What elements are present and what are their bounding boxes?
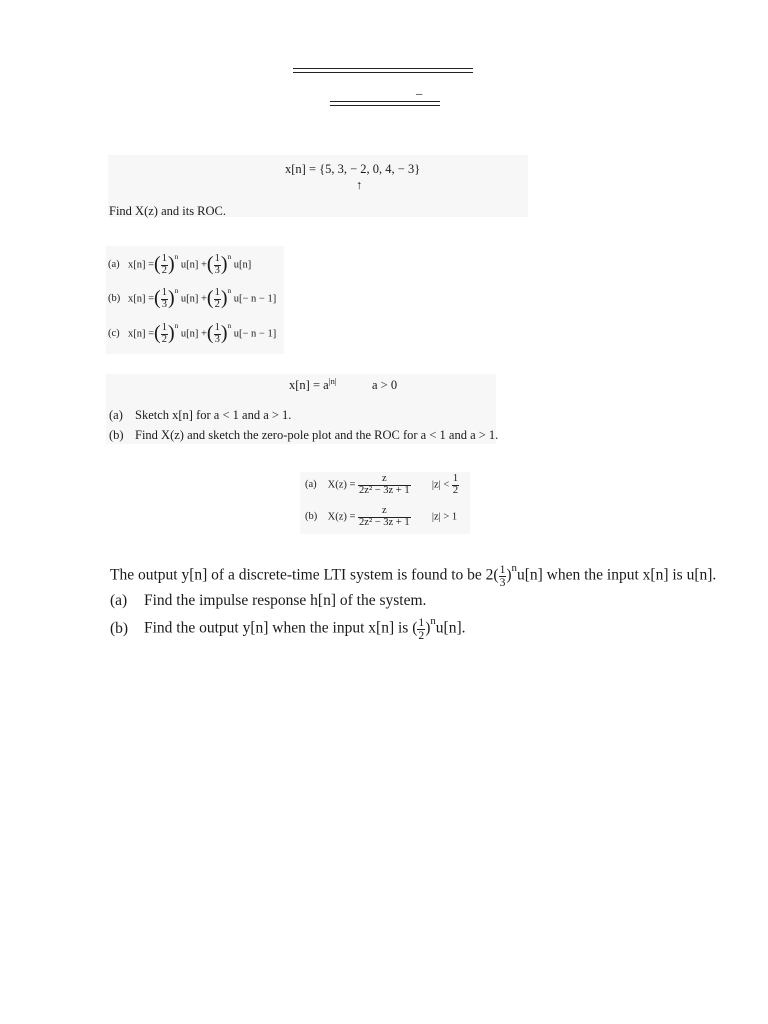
problem2-item-a-denominator-1: 2	[161, 264, 167, 276]
problem2-item-b-numerator-2: 1	[214, 287, 220, 298]
right-paren-icon: )	[220, 322, 228, 345]
problem5-item-b-denominator: 2	[418, 628, 425, 642]
problem2-item-a-fraction-1	[161, 254, 168, 276]
problem2-item-c-step-1: u[n] +	[180, 328, 207, 340]
right-paren-icon: )	[167, 253, 175, 276]
problem2-item-a-fraction-2	[214, 254, 221, 276]
problem2-item-b-fraction-2	[214, 288, 221, 310]
problem3-equation	[289, 378, 337, 393]
right-paren-icon: )	[220, 287, 228, 310]
problem2-item-a-step-1: u[n] +	[180, 259, 207, 271]
problem2-item-b-numerator-1: 1	[161, 287, 167, 298]
problem2-item-a-numerator-2: 1	[214, 253, 220, 264]
left-paren-icon: (	[154, 253, 161, 276]
problem4-item-a-denominator: 2z² − 3z + 1	[359, 484, 410, 496]
problem4-item-b	[305, 506, 457, 528]
problem2-item-a-lhs: x[n] =	[128, 259, 155, 271]
left-paren-icon: (	[154, 322, 161, 345]
problem2-item-c-denominator-1: 2	[161, 333, 167, 345]
left-paren-icon: (	[206, 253, 214, 276]
problem5-item-b-numerator: 1	[418, 616, 425, 629]
problem1-instruction: Find X(z) and its ROC.	[109, 204, 227, 218]
problem3-item-a	[109, 408, 291, 423]
problem4-item-a-numerator: z	[381, 473, 387, 484]
problem4-item-b-lhs: X(z) =	[327, 511, 356, 523]
problem4-item-a-label: (a)	[305, 479, 317, 491]
problem5-item-b-exponent: n	[430, 615, 436, 627]
problem4-item-b-label: (b)	[305, 511, 318, 523]
problem5-item-b	[110, 617, 465, 641]
problem4-item-b-denominator: 2z² − 3z + 1	[359, 516, 410, 528]
problem5-item-a	[110, 592, 426, 610]
problem2-item-a-exponent-1: n	[174, 252, 179, 261]
problem4-item-a-roc-denominator: 2	[452, 484, 459, 496]
problem5-item-a-label: (a)	[110, 592, 128, 609]
origin-arrow-icon: ↑	[356, 178, 363, 192]
left-paren-icon: (	[206, 287, 214, 310]
problem2-item-b	[108, 288, 276, 310]
problem2-item-c-step-2: u[− n − 1]	[233, 328, 277, 340]
problem5-intro	[110, 564, 716, 588]
problem4-item-a-roc: |z| <	[431, 479, 450, 491]
problem2-item-b-denominator-1: 3	[161, 298, 167, 310]
right-paren-icon: )	[167, 322, 175, 345]
problem4-item-a-roc-fraction	[452, 474, 459, 496]
problem3-item-a-label: (a)	[109, 408, 123, 422]
problem4-item-b-roc: |z| > 1	[431, 511, 458, 523]
problem5-intro-text-a: The output y[n] of a discrete-time LTI system is found to be 2(	[110, 566, 499, 584]
header-rule-bottom-2	[330, 105, 440, 106]
header-rule-top-1	[293, 68, 473, 69]
problem2-item-b-fraction-1	[161, 288, 168, 310]
problem2-item-a-step-2: u[n]	[233, 259, 252, 271]
problem3-item-b-label: (b)	[109, 428, 124, 442]
left-paren-icon: (	[206, 322, 214, 345]
problem3-equation-exponent: |n|	[328, 376, 337, 386]
problem4-item-a-fraction	[358, 474, 411, 496]
problem5-intro-text-c: u[n] when the input x[n] is u[n].	[516, 566, 717, 584]
problem5-item-b-close: )	[425, 619, 431, 637]
problem3-equation-base: x[n] = a	[289, 378, 329, 392]
problem5-intro-exponent: n	[511, 562, 517, 574]
problem2-item-b-label: (b)	[108, 293, 121, 305]
problem2-item-b-exponent-1: n	[174, 286, 179, 295]
problem2-item-b-step-2: u[− n − 1]	[233, 293, 277, 305]
problem2-item-c-numerator-2: 1	[214, 322, 220, 333]
problem2-item-b-denominator-2: 2	[214, 298, 220, 310]
problem3-item-a-text: Sketch x[n] for a < 1 and a > 1.	[135, 408, 292, 422]
problem4-item-a-roc-numerator: 1	[452, 473, 459, 484]
right-paren-icon: )	[220, 253, 228, 276]
problem3-item-b	[109, 428, 498, 443]
problem4-item-b-fraction	[358, 506, 411, 528]
problem2-item-c-label: (c)	[108, 328, 120, 340]
right-paren-icon: )	[167, 287, 175, 310]
header-rule-top-2	[293, 72, 473, 73]
problem5-item-b-label: (b)	[110, 619, 129, 637]
problem1-sequence: x[n] = {5, 3, − 2, 0, 4, − 3}	[285, 162, 421, 176]
problem5-intro-numerator: 1	[499, 563, 506, 576]
problem2-item-a-exponent-2: n	[227, 252, 232, 261]
problem2-item-a-numerator-1: 1	[161, 253, 167, 264]
problem2-item-b-lhs: x[n] =	[128, 293, 155, 305]
problem2-item-c-fraction-2	[214, 323, 221, 345]
problem4-item-b-numerator: z	[381, 505, 387, 516]
problem2-item-c-fraction-1	[161, 323, 168, 345]
problem2-item-c-lhs: x[n] =	[128, 328, 155, 340]
problem5-intro-text-b: )	[506, 566, 512, 584]
problem5-item-b-tail: u[n].	[435, 619, 466, 637]
problem2-item-c-numerator-1: 1	[161, 322, 167, 333]
problem5-item-a-text: Find the impulse response h[n] of the system.	[144, 592, 427, 609]
problem2-item-c-exponent-1: n	[174, 321, 179, 330]
problem4-item-a-lhs: X(z) =	[327, 479, 356, 491]
problem2-item-a-label: (a)	[108, 259, 120, 271]
problem5-item-b-text: Find the output y[n] when the input x[n] is (	[144, 619, 418, 637]
problem2-item-a-denominator-2: 3	[214, 264, 220, 276]
problem3-condition: a > 0	[372, 378, 398, 392]
header-rule-bottom-1	[330, 101, 440, 102]
problem2-item-c	[108, 323, 276, 345]
problem2-item-b-step-1: u[n] +	[180, 293, 207, 305]
problem2-item-a	[108, 254, 251, 276]
problem2-item-b-exponent-2: n	[227, 286, 232, 295]
header-underscore: _	[416, 82, 423, 96]
problem2-item-c-exponent-2: n	[227, 321, 232, 330]
problem4-item-a	[305, 474, 459, 496]
problem2-item-c-denominator-2: 3	[214, 333, 220, 345]
problem3-item-b-text: Find X(z) and sketch the zero-pole plot and the ROC for a < 1 and a > 1.	[135, 428, 499, 442]
left-paren-icon: (	[154, 287, 161, 310]
problem5-intro-denominator: 3	[499, 575, 506, 589]
